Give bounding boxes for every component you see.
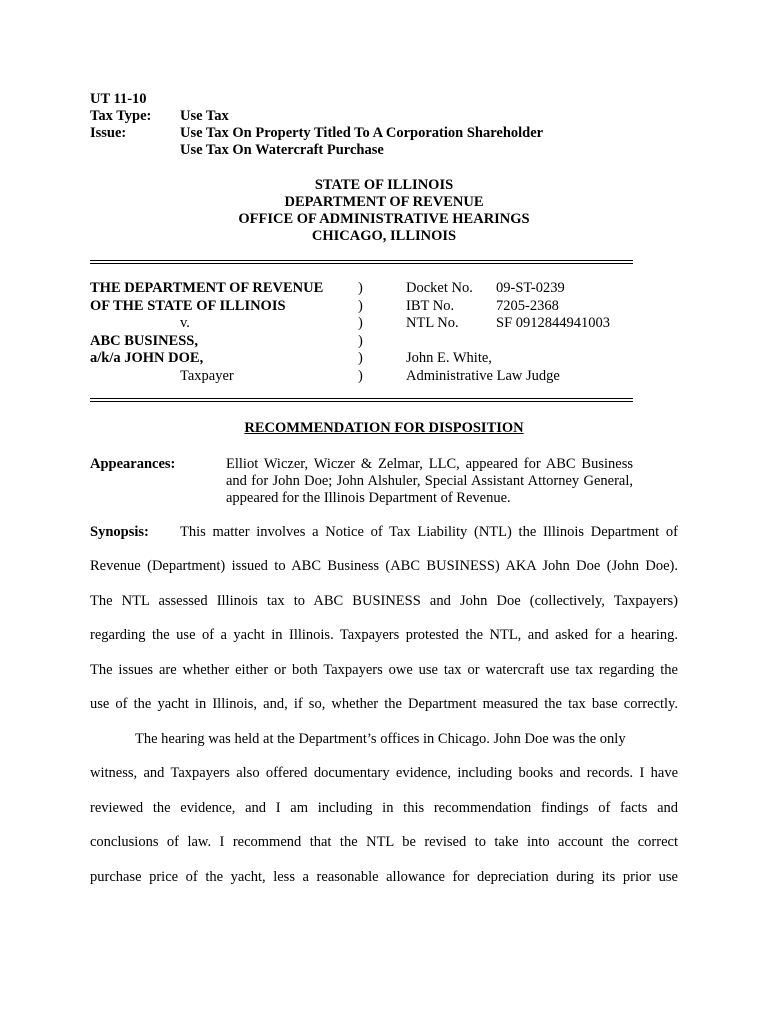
caption-paren-5: ) <box>358 350 363 366</box>
ibt-label: IBT No. <box>406 297 455 314</box>
agency-line-4: CHICAGO, ILLINOIS <box>311 228 457 244</box>
appearances-label: Appearances: <box>90 456 176 472</box>
synopsis-line-2: Revenue (Department) issued to ABC Business (ABC BUSINESS) AKA John Doe (John Doe). <box>90 558 678 574</box>
synopsis-line-6: use of the yacht in Illinois, and, if so, whether the Department measured the tax base correctly. <box>90 696 678 712</box>
agency-line-3: OFFICE OF ADMINISTRATIVE HEARINGS <box>238 211 530 227</box>
issue-line-2: Use Tax On Watercraft Purchase <box>180 142 384 158</box>
bottom-rule-2 <box>90 401 633 402</box>
ntl-label: NTL No. <box>406 315 459 331</box>
document-title: RECOMMENDATION FOR DISPOSITION <box>244 420 524 436</box>
paragraph-2-line-1: The hearing was held at the Department’s offices in Chicago. John Doe was the only <box>135 731 626 747</box>
paragraph-2-line-5: purchase price of the yacht, less a reasonable allowance for depreciation during its prior use <box>90 869 678 885</box>
tax-type-label: Tax Type: <box>90 108 152 124</box>
judge-name: John E. White, <box>406 350 492 366</box>
synopsis-line-1: This matter involves a Notice of Tax Liability (NTL) the Illinois Department of <box>180 524 678 540</box>
agency-line-2: DEPARTMENT OF REVENUE <box>284 194 484 210</box>
docket-value: 09-ST-0239 <box>496 280 565 296</box>
caption-defendant-line-1: ABC BUSINESS, <box>90 332 198 349</box>
caption-paren-4: ) <box>358 332 363 349</box>
issue-label: Issue: <box>90 125 127 141</box>
synopsis-line-3: The NTL assessed Illinois tax to ABC BUSINESS and John Doe (collectively, Taxpayers) <box>90 593 678 609</box>
docket-label: Docket No. <box>406 280 473 296</box>
bottom-rule-1 <box>90 398 633 399</box>
caption-plaintiff-line-2: OF THE STATE OF ILLINOIS <box>90 297 286 314</box>
caption-taxpayer: Taxpayer <box>180 367 234 384</box>
caption-defendant-line-2: a/k/a JOHN DOE, <box>90 350 204 366</box>
ibt-value: 7205-2368 <box>496 297 559 314</box>
paragraph-2-line-4: conclusions of law. I recommend that the NTL be revised to take into account the correct <box>90 834 678 850</box>
top-rule-2 <box>90 263 633 264</box>
caption-paren-6: ) <box>358 367 363 384</box>
synopsis-label: Synopsis: <box>90 524 149 540</box>
caption-paren-1: ) <box>358 280 363 296</box>
paragraph-2-line-3: reviewed the evidence, and I am including in this recommendation findings of facts and <box>90 800 678 816</box>
tax-type-value: Use Tax <box>180 108 229 124</box>
caption-plaintiff-line-1: THE DEPARTMENT OF REVENUE <box>90 280 324 296</box>
ntl-value: SF 0912844941003 <box>496 315 611 331</box>
synopsis-line-4: regarding the use of a yacht in Illinois. Taxpayers protested the NTL, and asked for a hearing. <box>90 627 678 643</box>
caption-paren-3: ) <box>358 315 363 331</box>
appearances-text: Elliot Wiczer, Wiczer & Zelmar, LLC, appeared for ABC Business and for John Doe; John Alshuler, Special Assistant Attorney General, appeared for the Illinois Department of Revenue. <box>226 456 633 506</box>
judge-title: Administrative Law Judge <box>406 367 560 384</box>
synopsis-line-5: The issues are whether either or both Taxpayers owe use tax or watercraft use tax regarding the <box>90 662 678 678</box>
case-id: UT 11-10 <box>90 91 147 107</box>
paragraph-2-line-2: witness, and Taxpayers also offered documentary evidence, including books and records. I have <box>90 765 678 781</box>
caption-versus: v. <box>180 315 190 331</box>
agency-line-1: STATE OF ILLINOIS <box>314 177 454 193</box>
caption-paren-2: ) <box>358 297 363 314</box>
issue-line-1: Use Tax On Property Titled To A Corporation Shareholder <box>180 125 544 141</box>
top-rule-1 <box>90 260 633 261</box>
